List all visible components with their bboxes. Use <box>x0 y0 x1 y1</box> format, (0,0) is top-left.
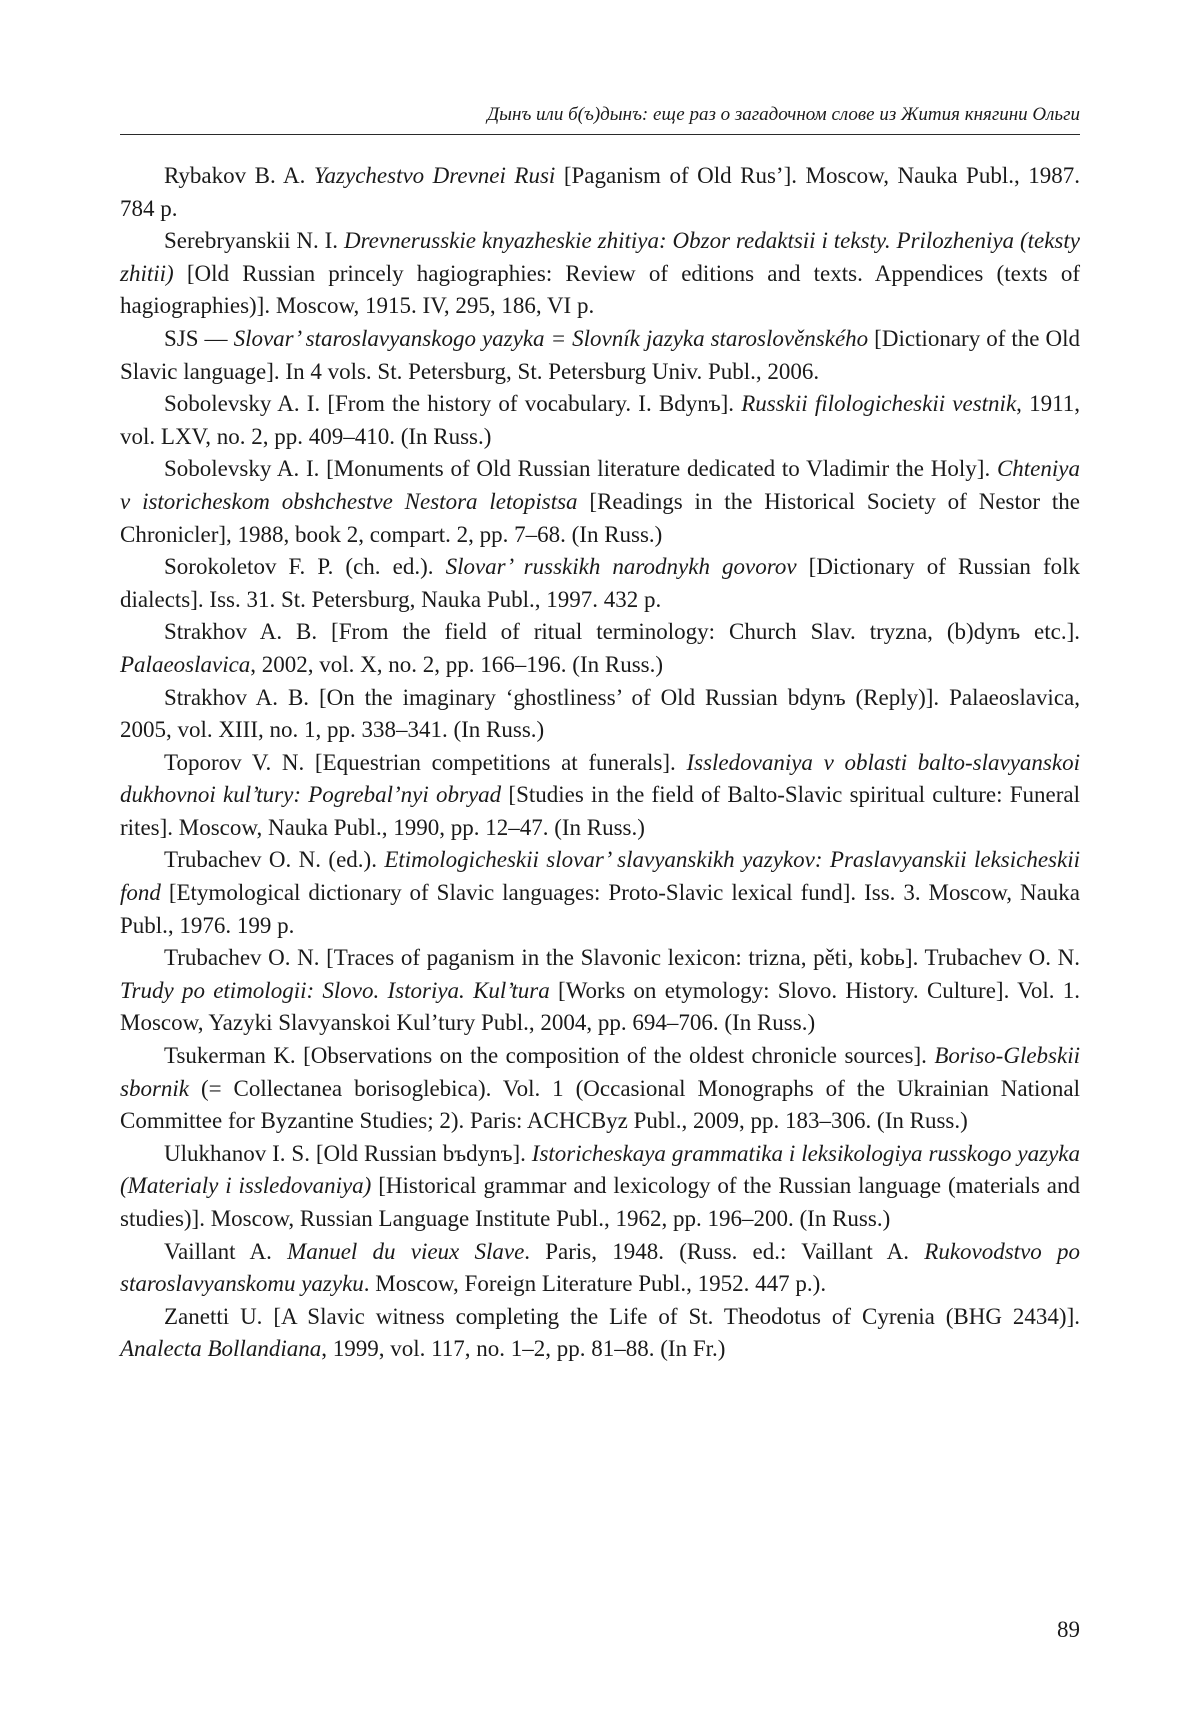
reference-text: [Paganism of Old Rus’]. Moscow, Nauka Publ., 1987. 784 p. <box>120 163 1080 221</box>
reference-text: , 2002, vol. X, no. 2, pp. 166–196. (In Russ.) <box>250 651 664 677</box>
reference-text: [Readings in the Historical Society of Nestor the Chronicler], 1988, book 2, compart. 2, pp. 7–68. (In Russ.) <box>120 488 1080 547</box>
reference-text: . Paris, 1948. (Russ. ed.: Vaillant A. <box>524 1238 925 1264</box>
reference-title-italic: Rukovodstvo po staroslavyanskomu yazyku <box>120 1238 1080 1297</box>
reference-text: Sobolevsky A. I. [From the history of vocabulary. I. Bdynъ]. <box>164 391 742 417</box>
reference-text: [Etymological dictionary of Slavic languages: Proto-Slavic lexical fund]. Iss. 3. Moscow, Nauka Publ., 1976. 199 p. <box>120 880 1080 938</box>
reference-entry <box>120 942 1080 1040</box>
reference-text: [Dictionary of Russian folk dialects]. Iss. 31. St. Petersburg, Nauka Publ., 1997. 432 p. <box>120 554 1080 612</box>
reference-text: [Historical grammar and lexicology of the Russian language (materials and studies)]. Moscow, Russian Language Institute Publ., 1962, pp. 196–200. (In Russ.) <box>120 1173 1080 1231</box>
reference-entry <box>120 682 1080 747</box>
reference-title-italic: Boriso-Glebskii sbornik <box>120 1043 1080 1101</box>
reference-text: Serebryanskii N. I. <box>164 228 344 254</box>
reference-text: Zanetti U. [A Slavic witness completing the Life of St. Theodotus of Cyrenia (BHG 2434)]. <box>164 1303 1080 1329</box>
reference-text: Vaillant A. <box>164 1238 288 1264</box>
running-header: Дынъ или б(ъ)дынъ: еще раз о загадочном слове из Жития княгини Ольги <box>487 104 1080 125</box>
reference-text: Ulukhanov I. S. [Old Russian bъdynъ]. <box>164 1140 532 1166</box>
reference-text: [Old Russian princely hagiographies: Review of editions and texts. Appendices (texts of hagiographies)]. Moscow, 1915. IV, 295, 186, VI p. <box>120 260 1080 319</box>
reference-entry <box>120 551 1080 616</box>
reference-text: Toporov V. N. [Equestrian competitions at funerals]. <box>164 749 687 775</box>
page-number: 89 <box>1057 1617 1080 1642</box>
reference-text: Sobolevsky A. I. [Monuments of Old Russian literature dedicated to Vladimir the Holy]. <box>164 456 997 482</box>
reference-text: [Studies in the field of Balto-Slavic spiritual culture: Funeral rites]. Moscow, Nauka Publ., 1990, pp. 12–47. (In Russ.) <box>120 782 1080 840</box>
header-rule <box>120 134 1080 135</box>
reference-title-italic: Slovar’ staroslavyanskogo yazyka = Slovník jazyka staroslověnského <box>233 325 869 351</box>
reference-entry <box>120 616 1080 681</box>
reference-text: (= Collectanea borisoglebica). Vol. 1 (Occasional Monographs of the Ukrainian National Committee for Byzantine Studies; 2). Paris: ACHCByz Publ., 2009, pp. 183–306. (In Russ.) <box>120 1075 1080 1134</box>
reference-entry <box>120 844 1080 942</box>
reference-text: [Works on etymology: Slovo. History. Culture]. Vol. 1. Moscow, Yazyki Slavyanskoi Kul’tury Publ., 2004, pp. 694–706. (In Russ.) <box>120 977 1080 1036</box>
reference-text: Rybakov B. A. <box>164 163 314 188</box>
reference-text: [Dictionary of the Old Slavic language]. In 4 vols. St. Petersburg, St. Petersburg Univ. Publ., 2006. <box>120 325 1080 384</box>
reference-title-italic: Slovar’ russkikh narodnykh govorov <box>445 554 797 580</box>
reference-title-italic: Palaeoslavica <box>120 651 251 677</box>
reference-entry <box>120 388 1080 453</box>
reference-text: Trubachev O. N. (ed.). <box>164 847 385 873</box>
reference-text: Strakhov A. B. [From the field of ritual terminology: Church Slav. tryzna, (b)dynъ etc.]. <box>164 619 1080 645</box>
reference-title-italic: Drevnerusskie knyazheskie zhitiya: Obzor redaktsii i teksty. Prilozheniya (teksty zhitii) <box>120 228 1080 286</box>
reference-title-italic: Istoricheskaya grammatika i leksikologiya russkogo yazyka (Materialy i issledovaniya) <box>120 1140 1080 1199</box>
reference-list <box>120 160 1080 1366</box>
reference-text: Strakhov A. B. [On the imaginary ‘ghostliness’ of Old Russian bdynъ (Reply)]. Palaeoslavica, 2005, vol. XIII, no. 1, pp. 338–341. (In Russ.) <box>120 684 1080 743</box>
reference-text: SJS — <box>164 325 234 351</box>
reference-entry <box>120 453 1080 551</box>
reference-title-italic: Yazychestvo Drevnei Rusi <box>313 163 556 188</box>
reference-title-italic: Etimologicheskii slovar’ slavyanskikh yazykov: Praslavyanskii leksicheskii fond <box>120 847 1080 906</box>
reference-entry <box>120 323 1080 388</box>
reference-entry <box>120 1236 1080 1301</box>
reference-entry <box>120 1301 1080 1366</box>
reference-text: , 1911, vol. LXV, no. 2, pp. 409–410. (In Russ.) <box>120 391 1080 449</box>
reference-text: Tsukerman K. [Observations on the composition of the oldest chronicle sources]. <box>164 1043 935 1069</box>
reference-text: . Moscow, Foreign Literature Publ., 1952. 447 p.). <box>363 1271 827 1297</box>
reference-title-italic: Issledovaniya v oblasti balto-slavyanskoi dukhovnoi kul’tury: Pogrebal’nyi obryad <box>120 749 1080 808</box>
reference-title-italic: Manuel du vieux Slave <box>287 1238 525 1264</box>
reference-title-italic: Chteniya v istoricheskom obshchestve Nestora letopistsa <box>120 456 1080 514</box>
reference-entry <box>120 1040 1080 1138</box>
reference-entry <box>120 225 1080 323</box>
reference-entry <box>120 747 1080 845</box>
reference-entry <box>120 160 1080 225</box>
reference-text: Sorokoletov F. P. (ch. ed.). <box>164 554 446 580</box>
reference-entry <box>120 1138 1080 1236</box>
reference-text: , 1999, vol. 117, no. 1–2, pp. 81–88. (In Fr.) <box>321 1336 726 1362</box>
reference-text: Trubachev O. N. [Traces of paganism in the Slavonic lexicon: trizna, pěti, kobь]. Trubachev O. N. <box>164 945 1080 971</box>
reference-title-italic: Analecta Bollandiana <box>120 1336 322 1362</box>
reference-title-italic: Russkii filologicheskii vestnik <box>741 391 1017 417</box>
reference-title-italic: Trudy po etimologii: Slovo. Istoriya. Kul’tura <box>120 977 550 1003</box>
